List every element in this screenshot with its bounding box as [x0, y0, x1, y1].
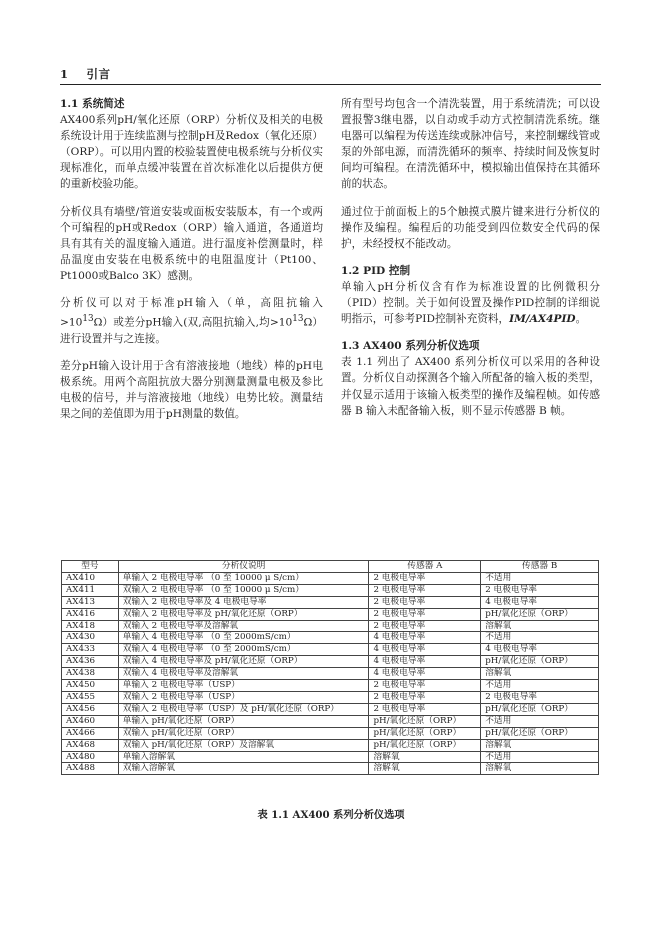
model-cell: AX430 [62, 632, 119, 644]
sensor-a-cell: 溶解氧 [369, 763, 481, 775]
heading-1-3: 1.3 AX400 系列分析仪选项 [341, 340, 480, 353]
table-row [62, 620, 599, 632]
header-sensor-a: 传感器 A [369, 561, 481, 573]
description-cell: 双输入 2 电极电导率及 4 电极电导率 [118, 596, 369, 608]
sensor-b-cell: pH/氧化还原（ORP） [481, 656, 599, 668]
model-cell: AX455 [62, 691, 119, 703]
model-cell: AX438 [62, 668, 119, 680]
table-row [62, 656, 599, 668]
description-cell: 双输入 pH/氧化还原（ORP） [118, 727, 369, 739]
description-cell: 双输入 2 电极电导率（USP） [118, 691, 369, 703]
table-row [62, 691, 599, 703]
sensor-b-cell: 不适用 [481, 715, 599, 727]
model-cell: AX416 [62, 608, 119, 620]
description-cell: 单输入 pH/氧化还原（ORP） [118, 715, 369, 727]
table-row [62, 572, 599, 584]
sensor-b-cell: 溶解氧 [481, 763, 599, 775]
model-cell: AX411 [62, 584, 119, 596]
right-column [341, 96, 600, 430]
model-cell: AX413 [62, 596, 119, 608]
table-body [62, 572, 599, 774]
model-cell: AX466 [62, 727, 119, 739]
model-cell: AX460 [62, 715, 119, 727]
sensor-a-cell: 2 电极电导率 [369, 572, 481, 584]
sensor-a-cell: pH/氧化还原（ORP） [369, 739, 481, 751]
description-cell: 双输入 4 电极电导率 （0 至 2000mS/cm） [118, 644, 369, 656]
sensor-a-cell: 溶解氧 [369, 751, 481, 763]
table-row [62, 584, 599, 596]
description-cell: 单输入 2 电极电导率 （0 至 10000 μ S/cm） [118, 572, 369, 584]
sensor-a-cell: 2 电极电导率 [369, 680, 481, 692]
sensor-b-cell: 4 电极电导率 [481, 596, 599, 608]
paragraph-differential: 差分pH输入设计用于含有溶液接地（地线）棒的pH电极系统。用两个高阻抗放大器分别测量测量电极及参比电极的信号，并与溶液接地（地线）电势比较。测量结果之间的差值即为用于pH测量的数值。 [60, 359, 323, 421]
model-cell: AX410 [62, 572, 119, 584]
model-cell: AX436 [62, 656, 119, 668]
sensor-b-cell: 不适用 [481, 572, 599, 584]
header-description: 分析仪说明 [118, 561, 369, 573]
paragraph-options: 表 1.1 列出了 AX400 系列分析仪可以采用的各种设置。分析仪自动探测各个输入所配备的输入板的类型，并仅显示适用于该输入板类型的操作及编程帧。如传感器 B 输入未配备输入板，则不显示传感器 B 帧。 [341, 356, 600, 417]
pid-reference: IM/AX4PID [509, 313, 576, 326]
input-config-text-a: 分析仪可以对于标准pH输入（单，高阻抗输入>10 [60, 297, 323, 329]
sensor-a-cell: 4 电极电导率 [369, 644, 481, 656]
table-row [62, 739, 599, 751]
pid-text: 单输入pH分析仪含有作为标准设置的比例微积分（PID）控制。关于如何设置及操作PID控制的详细说明指示，可参考PID控制补充资料， [341, 280, 600, 326]
sensor-a-cell: 4 电极电导率 [369, 668, 481, 680]
sensor-a-cell: 2 电极电导率 [369, 691, 481, 703]
table-row [62, 644, 599, 656]
paragraph-pid [341, 279, 600, 327]
sensor-b-cell: 溶解氧 [481, 620, 599, 632]
description-cell: 单输入溶解氧 [118, 751, 369, 763]
heading-1-2: 1.2 PID 控制 [341, 264, 411, 277]
description-cell: 双输入 2 电极电导率及溶解氧 [118, 620, 369, 632]
sensor-b-cell: 不适用 [481, 751, 599, 763]
model-cell: AX468 [62, 739, 119, 751]
table-row [62, 680, 599, 692]
sensor-a-cell: pH/氧化还原（ORP） [369, 727, 481, 739]
sensor-b-cell: pH/氧化还原（ORP） [481, 727, 599, 739]
description-cell: 单输入 4 电极电导率 （0 至 2000mS/cm） [118, 632, 369, 644]
input-config-text-b: Ω）或差分pH输入(双,高阻抗输入,均>10 [93, 316, 293, 329]
left-column [60, 96, 323, 433]
sensor-b-cell: 不适用 [481, 632, 599, 644]
header-sensor-b: 传感器 B [481, 561, 599, 573]
sensor-b-cell: 2 电极电导率 [481, 691, 599, 703]
table-row [62, 751, 599, 763]
table-header-row [62, 561, 599, 573]
pid-end: 。 [575, 313, 587, 326]
description-cell: 双输入 4 电极电导率及 pH/氧化还原（ORP） [118, 656, 369, 668]
paragraph-mounting: 分析仪具有墙壁/管道安装或面板安装版本，有一个或两个可编程的pH或Redox（ORP）输入通道，各通道均具有其有关的温度输入通道。进行温度补偿测量时，样品温度由安装在电极系统中的电阻温度计（Pt100、Pt1000或Balco 3K）感测。 [60, 205, 323, 282]
sensor-a-cell: 2 电极电导率 [369, 584, 481, 596]
paragraph-keys: 通过位于前面板上的5个触摸式膜片键来进行分析仪的操作及编程。编程后的功能受到四位数安全代码的保护，未经授权不能改动。 [341, 205, 600, 250]
sensor-b-cell: 4 电极电导率 [481, 644, 599, 656]
sensor-a-cell: 4 电极电导率 [369, 656, 481, 668]
table-row [62, 596, 599, 608]
description-cell: 双输入 pH/氧化还原（ORP）及溶解氧 [118, 739, 369, 751]
exponent-2: 13 [292, 314, 304, 325]
paragraph-input-config [60, 295, 323, 347]
sensor-b-cell: pH/氧化还原（ORP） [481, 703, 599, 715]
table-row [62, 763, 599, 775]
header-model: 型号 [62, 561, 119, 573]
paragraph-cleaning: 所有型号均包含一个清洗装置，用于系统清洗；可以设置报警3继电器，以自动或手动方式控制清洗系统。继电器可以编程为传送连续或脉冲信号，来控制螺线管或泵的外部电源，而清洗循环的频率、持续时间及恢复时间均可编程。在清洗循环中，模拟输出值保持在其循环前的状态。 [341, 98, 600, 191]
sensor-b-cell: 2 电极电导率 [481, 584, 599, 596]
section-title: 引言 [86, 67, 111, 81]
table-row [62, 703, 599, 715]
model-cell: AX450 [62, 680, 119, 692]
sensor-a-cell: 2 电极电导率 [369, 596, 481, 608]
sensor-a-cell: 4 电极电导率 [369, 632, 481, 644]
table-row [62, 715, 599, 727]
table-row [62, 668, 599, 680]
sensor-a-cell: pH/氧化还原（ORP） [369, 715, 481, 727]
sensor-b-cell: pH/氧化还原（ORP） [481, 608, 599, 620]
sensor-a-cell: 2 电极电导率 [369, 620, 481, 632]
input-config-text-c: Ω）进行设置并与之连接。 [60, 316, 323, 345]
table-row [62, 632, 599, 644]
table-row [62, 727, 599, 739]
sensor-a-cell: 2 电极电导率 [369, 608, 481, 620]
description-cell: 双输入 2 电极电导率（USP）及 pH/氧化还原（ORP） [118, 703, 369, 715]
section-number: 1 [60, 67, 69, 81]
description-cell: 双输入 2 电极电导率 （0 至 10000 μ S/cm） [118, 584, 369, 596]
description-cell: 单输入 2 电极电导率（USP） [118, 680, 369, 692]
model-cell: AX480 [62, 751, 119, 763]
exponent-1: 13 [82, 314, 94, 325]
section-header [60, 66, 111, 82]
heading-1-1: 1.1 系统简述 [60, 98, 125, 110]
description-cell: 双输入 2 电极电导率及 pH/氧化还原（ORP） [118, 608, 369, 620]
sensor-a-cell: 2 电极电导率 [369, 703, 481, 715]
model-cell: AX433 [62, 644, 119, 656]
table-caption: 表 1.1 AX400 系列分析仪选项 [257, 809, 405, 821]
model-cell: AX488 [62, 763, 119, 775]
description-cell: 双输入 4 电极电导率及溶解氧 [118, 668, 369, 680]
sensor-b-cell: 溶解氧 [481, 668, 599, 680]
description-cell: 双输入溶解氧 [118, 763, 369, 775]
table-row [62, 608, 599, 620]
header-rule [60, 84, 601, 85]
model-cell: AX456 [62, 703, 119, 715]
sensor-b-cell: 不适用 [481, 680, 599, 692]
model-cell: AX418 [62, 620, 119, 632]
sensor-b-cell: 溶解氧 [481, 739, 599, 751]
paragraph-overview: AX400系列pH/氧化还原（ORP）分析仪及相关的电极系统设计用于连续监测与控制pH及Redox（氧化还原）（ORP）。可以用内置的校验装置使电极系统与分析仪实现标准化，而单点缓冲装置在首次标准化以后提供方便的重新校验功能。 [60, 114, 323, 191]
analyzer-options-table [61, 560, 599, 775]
